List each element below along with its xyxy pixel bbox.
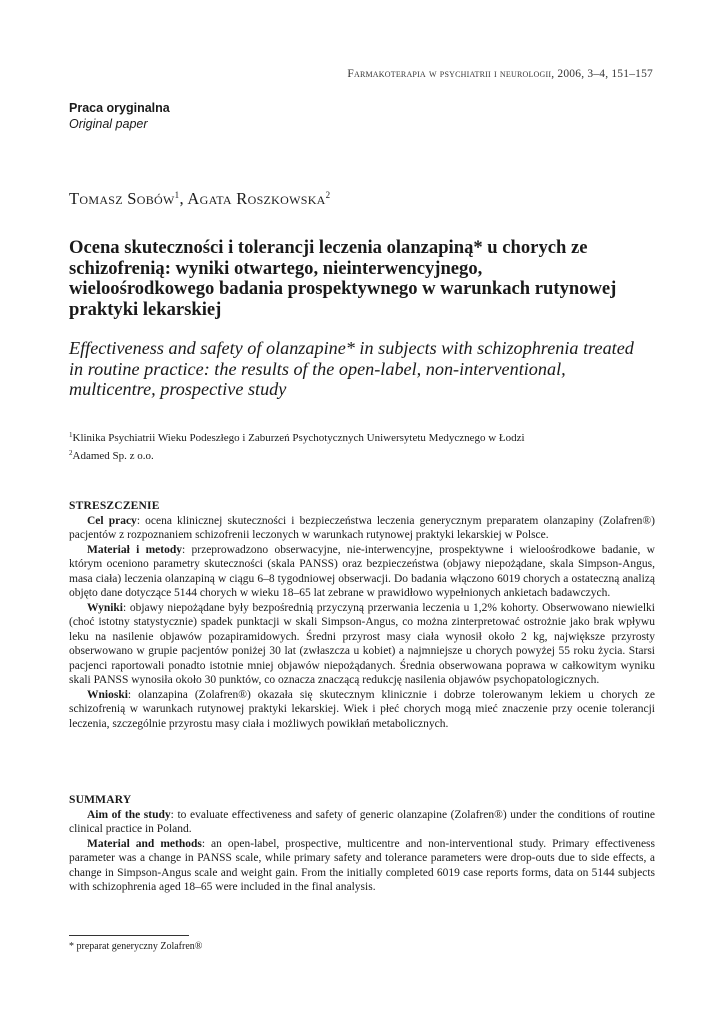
author-separator: ,	[179, 189, 188, 208]
summary-heading: SUMMARY	[69, 794, 132, 806]
author-affiliation-mark: 2	[325, 190, 331, 200]
author-name: Agata Roszkowska	[187, 189, 326, 208]
title-english: Effectiveness and safety of olanzapine* in subjects with schizophrenia treated in routine practice: the results of the open-label, non-interventional, multicentre, prospective study	[69, 338, 634, 399]
paper-type-pl: Praca oryginalna	[69, 101, 170, 115]
paper-type	[69, 100, 170, 132]
section-label: Wyniki	[87, 601, 124, 614]
section-label: Aim of the study	[87, 808, 171, 821]
section-label: Cel pracy	[87, 514, 137, 527]
section-text: : an open-label, prospective, multicentre and non-interventional study. Primary effectiveness parameter was a change in PANSS scale, while primary safety and tolerance parameters were drop-outs due to side effects, a change in Simpson-Angus scale and weight gain. From the initially completed 6019 case reports forms, data on 5144 subjects with schizophrenia aged 18–65 were included in the final analysis.	[69, 837, 656, 893]
abstract-paragraph	[69, 688, 655, 732]
journal-header: Farmakoterapia w psychiatrii i neurologii, 2006, 3–4, 151–157	[347, 68, 653, 80]
paper-type-en: Original paper	[69, 117, 148, 131]
title-polish: Ocena skuteczności i tolerancji leczenia olanzapiną* u chorych ze schizofrenią: wyniki otwartego, nieinterwencyjnego, wieloośrodkowego badania prospektywnego w warunkach rutynowej praktyki lekarskiej	[69, 237, 617, 320]
abstract-paragraph	[69, 514, 655, 543]
abstract-heading: STRESZCZENIE	[69, 500, 160, 512]
abstract-polish	[69, 499, 655, 731]
footnote-divider	[69, 935, 189, 936]
abstract-english	[69, 793, 655, 895]
author-name: Tomasz Sobów	[69, 189, 175, 208]
section-text: : olanzapina (Zolafren®) okazała się skutecznym klinicznie i dobrze tolerowanym lekiem u chorych ze schizofrenią w warunkach rutynowej praktyki lekarskiej. Wiek i płeć chorych mogą mieć znaczenie przy ocenie tolerancji leczenia, szczególnie przyrostu masy ciała i możliwych powikłań metabolicznych.	[69, 688, 655, 730]
section-text: : przeprowadzono obserwacyjne, nie-interwencyjne, prospektywne i wieloośrodkowe badanie, w którym oceniono parametry skuteczności (skala PANSS) oraz bezpieczeństwa (objawy niepożądane, skala Simpson-Angus, masa ciała) leczenia olanzapiną w ciągu 6–8 tygodniowej obserwacji. Do badania włączono 6019 chorych a ostateczną analizą objęto dane dotyczące 5144 chorych w wieku 18–65 lat zebrane w prawidłowo wypełnionych ankietach badawczych.	[69, 543, 655, 599]
affiliation-line	[69, 446, 525, 464]
section-label: Material and methods	[87, 837, 202, 850]
section-text: : objawy niepożądane były bezpośrednią przyczyną przerwania leczenia u 1,2% kohorty. Obserwowano niewielki (choć istotny statystycznie) spadek punktacji w skali Simpson-Angus, co można zinterpretować ostrożnie jako brak wpływu leku na nasilenie objawów pozapiramidowych. Średni przyrost masy ciała wynosił około 2 kg, największe przyrosty obserwowano w grupie pacjentów poniżej 30 lat (zwłaszcza u kobiet) a najmniejsze u chorych powyżej 55 roku życia. Starsi pacjenci raportowali ponadto istotnie mniej objawów niepożądanych. Średnia obserwowana poprawa w całkowitym wyniku skali PANSS wynosiła około 30 punktów, co oznacza znaczącą redukcję nasilenia objawów psychopatologicznych.	[69, 601, 655, 686]
abstract-paragraph	[69, 543, 655, 601]
affiliation-mark: 2	[69, 449, 73, 457]
affiliation-mark: 1	[69, 431, 73, 439]
author-affiliation-mark: 1	[174, 190, 180, 200]
section-label: Materiał i metody	[87, 543, 183, 556]
affiliations	[69, 428, 525, 464]
section-text: : to evaluate effectiveness and safety of generic olanzapine (Zolafren®) under the conditions of routine clinical practice in Poland.	[69, 808, 655, 835]
authors	[69, 189, 330, 209]
affiliation-text: Adamed Sp. z o.o.	[72, 450, 154, 462]
section-label: Wnioski	[87, 688, 128, 701]
affiliation-line	[69, 428, 525, 446]
affiliation-text: Klinika Psychiatrii Wieku Podeszłego i Zaburzeń Psychotycznych Uniwersytetu Medycznego w Łodzi	[72, 432, 525, 444]
section-text: : ocena klinicznej skuteczności i bezpieczeństwa leczenia generycznym preparatem olanzapiny (Zolafren®) pacjentów z rozpoznaniem schizofrenii leczonych w warunkach rutynowej praktyki lekarskiej w Polsce.	[69, 514, 655, 541]
summary-paragraph	[69, 808, 655, 837]
abstract-paragraph	[69, 601, 655, 688]
footnote: * preparat generyczny Zolafren®	[69, 941, 203, 952]
summary-paragraph	[69, 837, 655, 895]
